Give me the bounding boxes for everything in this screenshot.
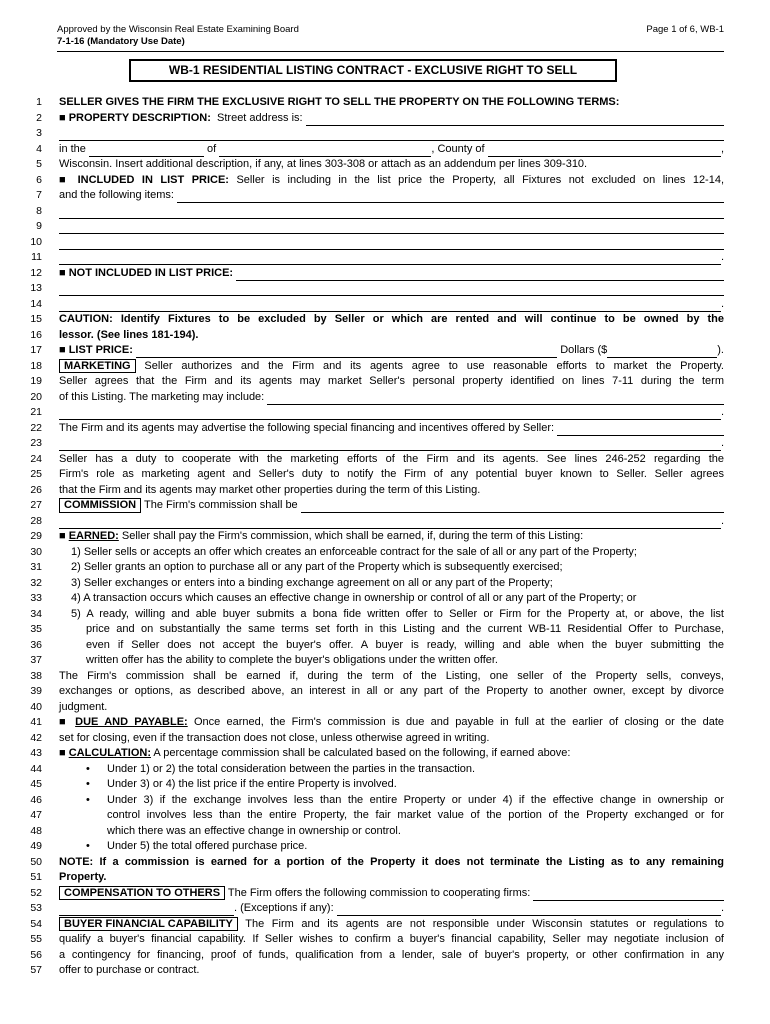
blank-field[interactable] bbox=[59, 205, 724, 219]
document-line bbox=[22, 390, 724, 406]
line-content bbox=[59, 545, 724, 560]
line-number: 41 bbox=[30, 716, 42, 728]
line-content bbox=[59, 142, 724, 157]
document-line bbox=[22, 188, 724, 204]
line-content bbox=[59, 948, 724, 963]
line-number: 52 bbox=[30, 886, 42, 899]
text-segment: Under 3) or 4) the list price if the entire Property is involved. bbox=[107, 778, 397, 790]
document-line bbox=[22, 235, 724, 251]
text-segment: 5) A ready, willing and able buyer submits a bona fide written offer to Seller or Firm for the Property at, or above, the list bbox=[71, 607, 724, 620]
line-content bbox=[59, 762, 724, 777]
document-line bbox=[22, 343, 724, 359]
text-segment: The Firm's commission shall be earned if, during the term of the Listing, one seller of the Property sells, conveys, bbox=[59, 669, 724, 682]
text-segment: Firm's role as marketing agent and Seller's duty to notify the Firm of any potential buyer known to Seller. Seller agrees bbox=[59, 468, 724, 480]
line-content bbox=[59, 715, 724, 730]
line-number: 19 bbox=[30, 375, 42, 387]
document-line bbox=[22, 111, 724, 127]
line-content bbox=[59, 157, 724, 172]
document-line bbox=[22, 731, 724, 747]
line-number: 48 bbox=[30, 824, 42, 837]
line-content bbox=[59, 901, 724, 916]
text-segment: written offer has the ability to complete the buyer's obligations under the written offer. bbox=[86, 654, 498, 666]
text-segment: . bbox=[720, 437, 724, 449]
line-content bbox=[59, 483, 724, 498]
text-segment: and the following items: bbox=[59, 189, 178, 201]
blank-field[interactable] bbox=[59, 236, 724, 250]
line-number: 18 bbox=[30, 359, 42, 372]
document-line bbox=[22, 204, 724, 220]
document-line bbox=[22, 359, 724, 375]
line-number: 32 bbox=[30, 576, 42, 589]
line-number: 38 bbox=[30, 669, 42, 682]
line-number: 35 bbox=[30, 623, 42, 635]
text-segment: Seller shall pay the Firm's commission, which shall be earned, if, during the term of this Listing: bbox=[118, 530, 584, 542]
line-number: 22 bbox=[30, 421, 42, 434]
bold-text: SELLER GIVES THE FIRM THE EXCLUSIVE RIGHT TO SELL THE PROPERTY ON THE FOLLOWING TERMS: bbox=[59, 96, 620, 108]
bold-text: Property. bbox=[59, 871, 107, 883]
text-segment: qualify a buyer's financial capability. If Seller wishes to confirm a buyer's financial capability, Seller may negotiate inclusion of bbox=[59, 933, 724, 945]
blank-field[interactable] bbox=[59, 406, 721, 420]
line-number: 28 bbox=[30, 514, 42, 527]
document-line bbox=[22, 653, 724, 669]
line-content bbox=[59, 111, 724, 126]
page-info-text: Page 1 of 6, WB-1 bbox=[646, 24, 724, 35]
line-number: 6 bbox=[36, 173, 42, 186]
line-content bbox=[59, 529, 724, 544]
document-line bbox=[22, 762, 724, 778]
line-content bbox=[59, 793, 724, 808]
line-content bbox=[59, 498, 724, 513]
line-content bbox=[59, 839, 724, 854]
document-line bbox=[22, 142, 724, 158]
line-number: 7 bbox=[36, 189, 42, 201]
text-segment: a contingency for financing, proof of funds, qualification from a lender, sale of buyer's property, or other confirmation in any bbox=[59, 948, 724, 961]
document-line bbox=[22, 250, 724, 266]
document-line bbox=[22, 638, 724, 654]
line-content bbox=[59, 824, 724, 839]
line-number: 37 bbox=[30, 654, 42, 666]
blank-field[interactable] bbox=[136, 344, 557, 358]
line-content bbox=[59, 622, 724, 637]
line-number: 44 bbox=[30, 762, 42, 775]
section-heading: CALCULATION: bbox=[68, 747, 151, 759]
line-content bbox=[59, 684, 724, 699]
document-line bbox=[22, 746, 724, 762]
text-segment: of bbox=[203, 142, 220, 155]
line-number: 42 bbox=[30, 731, 42, 744]
document-line bbox=[22, 622, 724, 638]
text-segment: . bbox=[720, 514, 724, 527]
line-number: 2 bbox=[36, 111, 42, 124]
document-line bbox=[22, 917, 724, 933]
bold-text: lessor. (See lines 181-194). bbox=[59, 328, 199, 341]
document-line bbox=[22, 808, 724, 824]
document-line bbox=[22, 281, 724, 297]
bold-text: ■ LIST PRICE: bbox=[59, 344, 136, 356]
text-segment: Seller is including in the list price the Property, all Fixtures not excluded on lines 12-14, bbox=[228, 173, 725, 186]
document-line bbox=[22, 901, 724, 917]
bold-text: ■ PROPERTY DESCRIPTION: bbox=[59, 111, 211, 124]
blank-field[interactable] bbox=[236, 267, 724, 281]
line-number: 3 bbox=[36, 127, 42, 139]
document-title: WB-1 RESIDENTIAL LISTING CONTRACT - EXCLUSIVE RIGHT TO SELL bbox=[129, 59, 617, 82]
line-content bbox=[59, 932, 724, 947]
line-content bbox=[59, 576, 724, 591]
blank-field[interactable] bbox=[607, 344, 717, 358]
line-number: 8 bbox=[36, 204, 42, 217]
line-content bbox=[59, 205, 724, 219]
text-segment: exchanges or options, as described above, an interest in all or any part of the Property to another owner, except by divorce bbox=[59, 685, 724, 697]
bold-text: ■ INCLUDED IN LIST PRICE: bbox=[59, 173, 229, 186]
text-segment: A percentage commission shall be calculated based on the following, if earned above: bbox=[150, 747, 571, 759]
blank-field[interactable] bbox=[219, 143, 431, 157]
document-line bbox=[22, 266, 724, 282]
line-content bbox=[59, 870, 724, 885]
bullet-icon: • bbox=[86, 840, 90, 852]
line-number: 12 bbox=[30, 266, 42, 279]
text-segment: Under 5) the total offered purchase price. bbox=[107, 840, 308, 852]
line-number: 47 bbox=[30, 809, 42, 821]
text-segment: offer to purchase or contract. bbox=[59, 964, 200, 976]
section-label: COMMISSION bbox=[59, 498, 141, 513]
line-content bbox=[59, 405, 724, 420]
text-segment: judgment. bbox=[59, 700, 108, 713]
blank-field[interactable] bbox=[59, 220, 724, 234]
bullet-icon: • bbox=[86, 793, 90, 806]
text-segment: set for closing, even if the transaction does not close, unless otherwise agreed in writing. bbox=[59, 731, 490, 744]
title-container bbox=[22, 59, 724, 82]
line-number: 15 bbox=[30, 313, 42, 325]
line-content bbox=[59, 236, 724, 250]
text-segment: ). bbox=[717, 344, 724, 356]
document-line bbox=[22, 607, 724, 623]
bold-text: ■ NOT INCLUDED IN LIST PRICE: bbox=[59, 266, 237, 279]
line-content bbox=[59, 591, 724, 606]
bold-text: NOTE: If a commission is earned for a portion of the Property it does not terminate the Listing as to any remaining bbox=[59, 855, 724, 868]
document-line bbox=[22, 560, 724, 576]
line-content bbox=[59, 436, 724, 451]
bullet-icon: • bbox=[86, 762, 90, 775]
document-line bbox=[22, 576, 724, 592]
document-line bbox=[22, 777, 724, 793]
document-line bbox=[22, 932, 724, 948]
text-segment: , County of bbox=[431, 142, 488, 155]
text-segment: Dollars ($ bbox=[557, 344, 608, 356]
line-content bbox=[59, 731, 724, 746]
blank-field[interactable] bbox=[59, 437, 721, 451]
line-number: 43 bbox=[30, 747, 42, 759]
line-content bbox=[59, 188, 724, 203]
document-line bbox=[22, 452, 724, 468]
document-line bbox=[22, 684, 724, 700]
document-line bbox=[22, 467, 724, 483]
text-segment: 3) Seller exchanges or enters into a binding exchange agreement on all or any part of the Property; bbox=[71, 576, 553, 589]
line-number: 23 bbox=[30, 437, 42, 449]
line-number: 50 bbox=[30, 855, 42, 868]
document-line bbox=[22, 793, 724, 809]
text-segment: . bbox=[720, 902, 724, 914]
document-line bbox=[22, 591, 724, 607]
document-line bbox=[22, 328, 724, 344]
line-content bbox=[59, 808, 724, 823]
document-line bbox=[22, 700, 724, 716]
text-segment: of this Listing. The marketing may include: bbox=[59, 390, 268, 403]
text-segment: . (Exceptions if any): bbox=[234, 902, 337, 914]
line-content bbox=[59, 638, 724, 653]
document-line bbox=[22, 529, 724, 545]
line-content bbox=[59, 700, 724, 715]
line-number: 30 bbox=[30, 545, 42, 558]
section-label: COMPENSATION TO OTHERS bbox=[59, 886, 225, 901]
text-segment: in the bbox=[59, 142, 89, 155]
line-number: 1 bbox=[36, 96, 42, 108]
line-number: 13 bbox=[30, 282, 42, 294]
line-number: 25 bbox=[30, 468, 42, 480]
line-content bbox=[59, 250, 724, 265]
document-line bbox=[22, 374, 724, 390]
line-content bbox=[59, 467, 724, 482]
line-number: 31 bbox=[30, 561, 42, 573]
bold-text: ■ bbox=[59, 747, 69, 759]
bullet-icon: • bbox=[86, 778, 90, 790]
text-segment: Street address is: bbox=[210, 111, 306, 124]
line-number: 39 bbox=[30, 685, 42, 697]
line-content bbox=[59, 266, 724, 281]
document-line bbox=[22, 545, 724, 561]
line-content bbox=[59, 359, 724, 374]
line-content bbox=[59, 669, 724, 684]
document-line bbox=[22, 219, 724, 235]
blank-field[interactable] bbox=[59, 298, 721, 312]
line-number: 49 bbox=[30, 840, 42, 852]
text-segment: 1) Seller sells or accepts an offer which creates an enforceable contract for the sale of all or any part of the Property; bbox=[71, 545, 637, 558]
line-number: 5 bbox=[36, 158, 42, 170]
text-segment: . bbox=[720, 297, 724, 310]
text-segment: which there was an effective change in ownership or control. bbox=[107, 824, 401, 837]
line-number: 57 bbox=[30, 964, 42, 976]
line-content bbox=[59, 607, 724, 622]
line-number: 40 bbox=[30, 700, 42, 713]
blank-field[interactable] bbox=[557, 422, 724, 436]
document-line bbox=[22, 483, 724, 499]
line-number: 17 bbox=[30, 344, 42, 356]
line-content bbox=[59, 127, 724, 141]
text-segment: Wisconsin. Insert additional description, if any, at lines 303-308 or attach as an addendum per lines 309-310. bbox=[59, 158, 588, 170]
blank-field[interactable] bbox=[177, 189, 724, 203]
text-segment: The Firm and its agents may advertise the following special financing and incentives offered by Seller: bbox=[59, 421, 558, 434]
bold-text: CAUTION: Identify Fixtures to be excluded by Seller or which are rented and will continue to be owned by the bbox=[59, 313, 724, 325]
document-line bbox=[22, 948, 724, 964]
line-number: 34 bbox=[30, 607, 42, 620]
line-number: 53 bbox=[30, 902, 42, 914]
blank-field[interactable] bbox=[337, 902, 721, 916]
line-content bbox=[59, 312, 724, 327]
text-segment: 2) Seller grants an option to purchase all or any part of the Property which is subsequently exercised; bbox=[71, 561, 563, 573]
line-content bbox=[59, 963, 724, 978]
blank-field[interactable] bbox=[59, 282, 724, 296]
approved-by-text: Approved by the Wisconsin Real Estate Examining Board bbox=[57, 24, 299, 35]
line-content bbox=[59, 390, 724, 405]
blank-field[interactable] bbox=[533, 887, 724, 901]
line-number: 27 bbox=[30, 499, 42, 511]
document-lines bbox=[22, 95, 724, 979]
line-content bbox=[59, 95, 724, 110]
text-segment: The Firm's commission shall be bbox=[141, 499, 301, 511]
line-content bbox=[59, 282, 724, 296]
section-heading: DUE AND PAYABLE: bbox=[75, 716, 188, 728]
line-number: 20 bbox=[30, 390, 42, 403]
text-segment: Seller has a duty to cooperate with the marketing efforts of the Firm and its agents. See lines 246-252 regarding the bbox=[59, 452, 724, 465]
document-line bbox=[22, 157, 724, 173]
text-segment: even if Seller does not accept the buyer's offer. A buyer is ready, willing and able when the buyer submitting the bbox=[86, 638, 724, 651]
text-segment: Seller agrees that the Firm and its agents may market Seller's personal property identified on lines 7-11 during the term bbox=[59, 375, 724, 387]
line-content bbox=[59, 173, 724, 188]
text-segment: The Firm offers the following commission to cooperating firms: bbox=[225, 886, 534, 899]
document-line bbox=[22, 312, 724, 328]
line-number: 46 bbox=[30, 793, 42, 806]
line-number: 29 bbox=[30, 530, 42, 542]
line-number: 9 bbox=[36, 220, 42, 232]
line-number: 21 bbox=[30, 406, 42, 418]
section-heading: EARNED: bbox=[68, 530, 119, 542]
document-line bbox=[22, 95, 724, 111]
blank-field[interactable] bbox=[306, 112, 724, 126]
line-number: 4 bbox=[36, 142, 42, 155]
text-segment: control involves less than the entire Property, the fair market value of the portion of the Property exchanged or for bbox=[107, 809, 724, 821]
line-content bbox=[59, 886, 724, 901]
line-content bbox=[59, 560, 724, 575]
document-line bbox=[22, 870, 724, 886]
line-number: 33 bbox=[30, 592, 42, 604]
line-number: 55 bbox=[30, 933, 42, 945]
text-segment: Under 1) or 2) the total consideration between the parties in the transaction. bbox=[107, 762, 476, 775]
blank-field[interactable] bbox=[59, 251, 721, 265]
text-segment: that the Firm and its agents may market other properties during the term of this Listing. bbox=[59, 483, 481, 496]
line-content bbox=[59, 746, 724, 761]
blank-field[interactable] bbox=[59, 902, 234, 916]
page-header bbox=[57, 24, 724, 52]
line-number: 54 bbox=[30, 917, 42, 930]
document-line bbox=[22, 436, 724, 452]
line-number: 14 bbox=[30, 297, 42, 310]
line-content bbox=[59, 328, 724, 343]
blank-field[interactable] bbox=[301, 499, 724, 513]
line-content bbox=[59, 220, 724, 234]
document-line bbox=[22, 514, 724, 530]
text-segment: , bbox=[720, 142, 724, 155]
document-line bbox=[22, 963, 724, 979]
line-content bbox=[59, 421, 724, 436]
line-content bbox=[59, 297, 724, 312]
text-segment: . bbox=[720, 251, 724, 263]
text-segment: Under 3) if the exchange involves less than the entire Property or under 4) if the effective change in ownership or bbox=[107, 793, 724, 806]
document-line bbox=[22, 297, 724, 313]
line-number: 45 bbox=[30, 778, 42, 790]
line-content bbox=[59, 452, 724, 467]
text-segment: 4) A transaction occurs which causes an effective change in ownership or control of all or any part of the Property; or bbox=[71, 592, 637, 604]
line-number: 36 bbox=[30, 638, 42, 651]
document-line bbox=[22, 498, 724, 514]
bold-text: ■ bbox=[59, 716, 76, 728]
document-line bbox=[22, 839, 724, 855]
text-segment: Once earned, the Firm's commission is due and payable in full at the earlier of closing or the date bbox=[187, 716, 725, 728]
line-content bbox=[59, 514, 724, 529]
blank-field[interactable] bbox=[89, 143, 204, 157]
blank-field[interactable] bbox=[59, 127, 724, 141]
document-line bbox=[22, 405, 724, 421]
section-label: MARKETING bbox=[59, 359, 136, 374]
document-line bbox=[22, 126, 724, 142]
header-left bbox=[57, 24, 299, 48]
document-line bbox=[22, 421, 724, 437]
bold-text: ■ bbox=[59, 530, 69, 542]
document-line bbox=[22, 855, 724, 871]
line-number: 11 bbox=[31, 251, 42, 263]
blank-field[interactable] bbox=[59, 515, 721, 529]
line-content bbox=[59, 343, 724, 358]
line-number: 24 bbox=[30, 452, 42, 465]
line-content bbox=[59, 855, 724, 870]
line-number: 16 bbox=[30, 328, 42, 341]
line-content bbox=[59, 653, 724, 668]
line-number: 26 bbox=[30, 483, 42, 496]
text-segment: price and on substantially the same terms set forth in this Listing and the current WB-11 Residential Offer to Purchase, bbox=[86, 623, 724, 635]
line-number: 10 bbox=[30, 235, 42, 248]
document-line bbox=[22, 715, 724, 731]
line-content bbox=[59, 917, 724, 932]
line-number: 56 bbox=[30, 948, 42, 961]
document-line bbox=[22, 173, 724, 189]
text-segment: Seller authorizes and the Firm and its agents agree to use reasonable efforts to market the Property. bbox=[135, 359, 724, 372]
text-segment: . bbox=[720, 406, 724, 418]
section-label: BUYER FINANCIAL CAPABILITY bbox=[59, 917, 238, 932]
document-line bbox=[22, 824, 724, 840]
line-content bbox=[59, 777, 724, 792]
line-content bbox=[59, 374, 724, 389]
blank-field[interactable] bbox=[267, 391, 724, 405]
text-segment: The Firm and its agents are not responsible under Wisconsin statutes or regulations to bbox=[237, 917, 724, 930]
mandatory-date-text: 7-1-16 (Mandatory Use Date) bbox=[57, 36, 185, 47]
document-line bbox=[22, 669, 724, 685]
line-number: 51 bbox=[30, 871, 42, 883]
blank-field[interactable] bbox=[488, 143, 721, 157]
document-line bbox=[22, 886, 724, 902]
